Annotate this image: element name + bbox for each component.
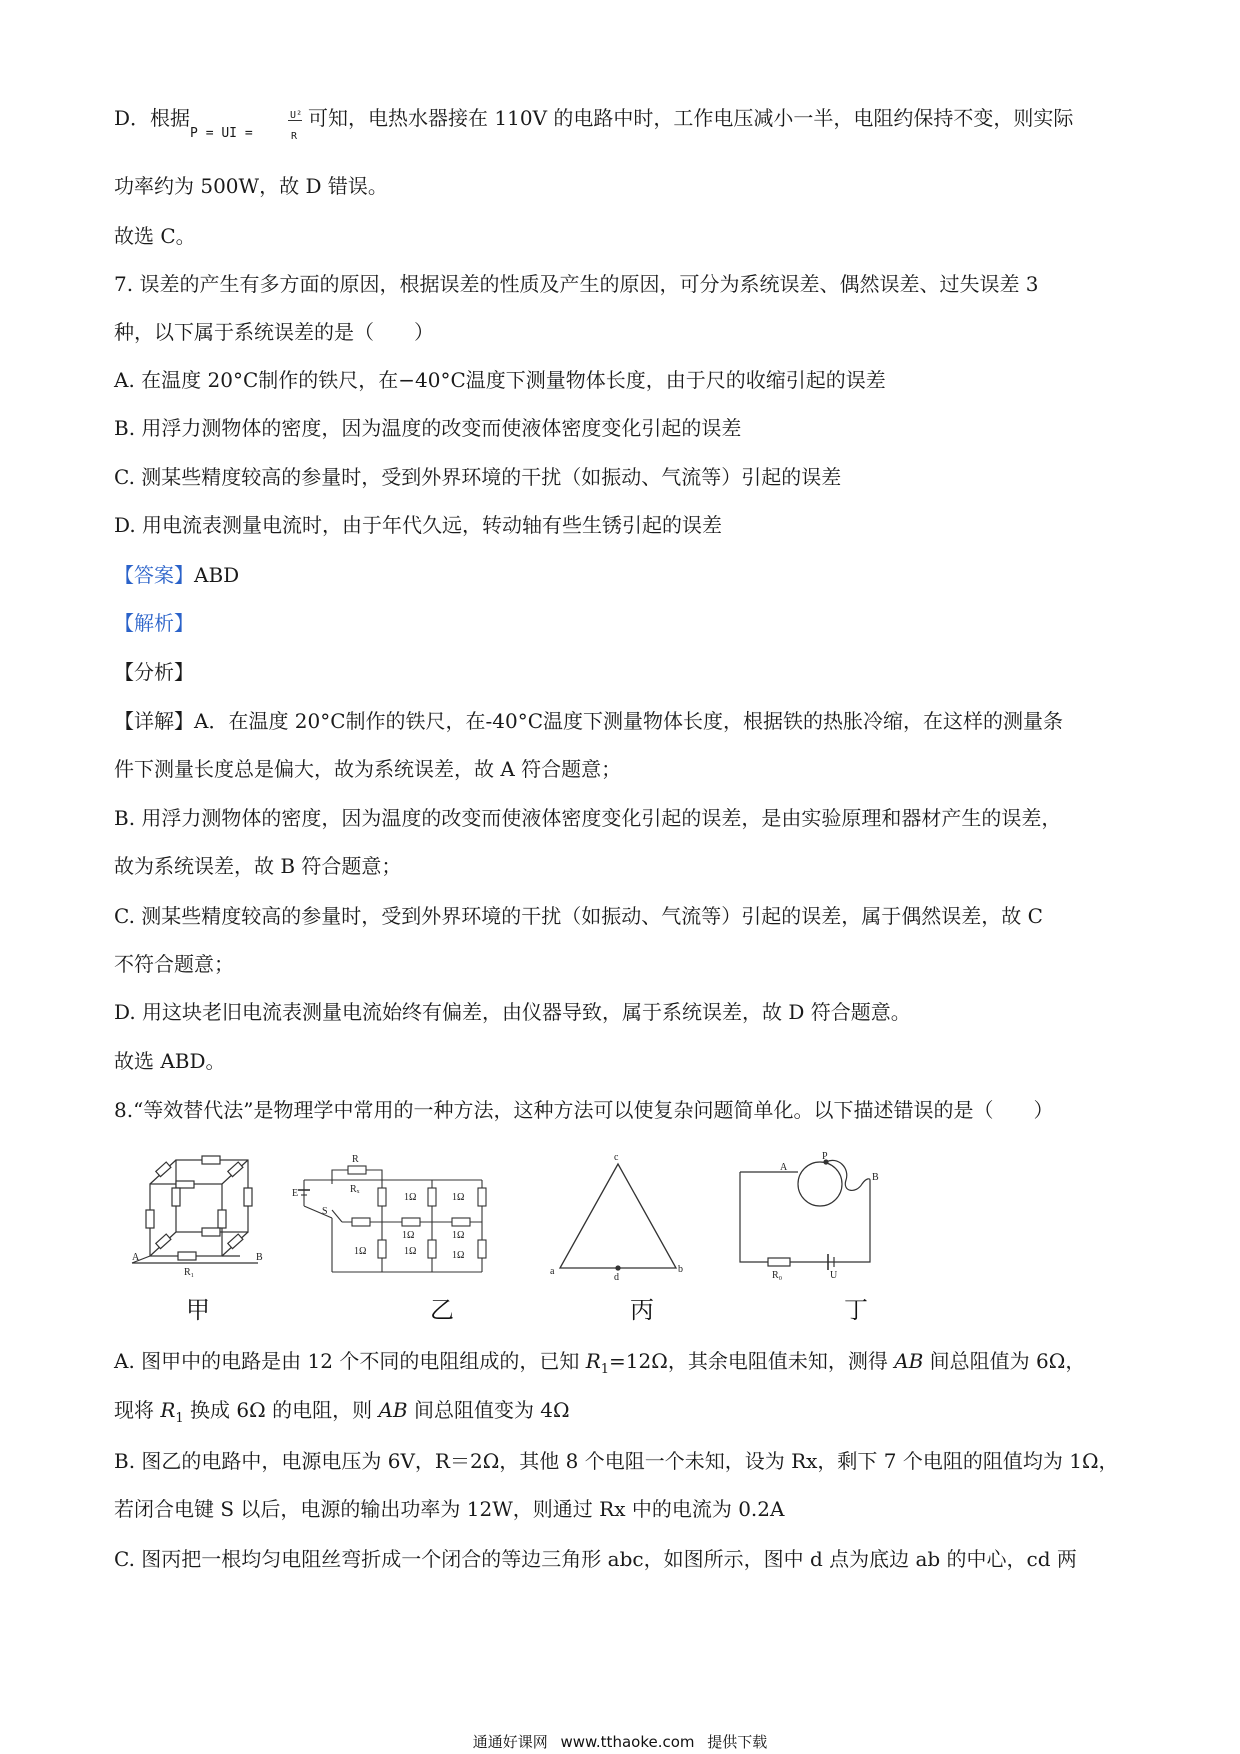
label-A: A: [780, 1162, 788, 1173]
label-E: E: [292, 1188, 299, 1199]
footer-site: 通通好课网: [472, 1733, 548, 1751]
q7-answer: [114, 561, 1130, 589]
label-R: R: [352, 1154, 359, 1165]
q8-option-b-line1: B. 图乙的电路中，电源电压为 6V，R＝2Ω，其他 8 个电阻一个未知，设为 Rx，剩下 7 个电阻的阻值均为 1Ω，: [114, 1449, 1119, 1473]
label-d: d: [614, 1272, 619, 1280]
q7-analysis-tag: 【解析】: [114, 611, 194, 635]
q8-option-c-line1: C. 图丙把一根均匀电阻丝弯折成一个闭合的等边三角形 abc，如图所示，图中 d 点为底边 ab 的中心，cd 两: [114, 1547, 1077, 1571]
q7-detail-c1: C. 测某些精度较高的参量时，受到外界环境的干扰（如振动、气流等）引起的误差，属于偶然误差，故 C: [114, 904, 1043, 928]
detail-tag: 【详解】: [114, 709, 194, 733]
q8-option-b-line2: 若闭合电键 S 以后，电源的输出功率为 12W，则通过 Rx 中的电流为 0.2A: [114, 1497, 785, 1521]
q7-fenxi-tag: 【分析】: [114, 660, 194, 684]
q7-stem-line1: 7. 误差的产生有多方面的原因，根据误差的性质及产生的原因，可分为系统误差、偶然误差、过失误差 3: [114, 272, 1039, 296]
label-P: P: [822, 1151, 828, 1162]
q7-stem-line2: 种，以下属于系统误差的是（ ）: [114, 320, 434, 344]
label-S: S: [322, 1206, 328, 1217]
label-R0: R₀: [772, 1270, 783, 1280]
label-c: c: [614, 1152, 619, 1163]
q7-detail-b1: B. 用浮力测物体的密度，因为温度的改变而使液体密度变化引起的误差，是由实验原理和器材产生的误差，: [114, 806, 1062, 830]
q7-option-b: B. 用浮力测物体的密度，因为温度的改变而使液体密度变化引起的误差: [114, 416, 742, 440]
svg-text:1Ω: 1Ω: [452, 1192, 465, 1203]
q7-detail-a2: 件下测量长度总是偏大，故为系统误差，故 A 符合题意；: [114, 757, 622, 781]
label-U: U: [830, 1270, 838, 1280]
figure-label-bing: 丙: [630, 1296, 654, 1324]
figure-label-yi: 乙: [430, 1296, 454, 1324]
figure-label-jia: 甲: [186, 1296, 210, 1324]
q8-option-a-line1: A. 图甲中的电路是由 12 个不同的电阻组成的，已知 $R_1=12\Omega$，其余电阻值未知，测得 AB 间总阻值为 6Ω，: [114, 1349, 1086, 1377]
label-R1: R₁: [184, 1267, 195, 1278]
q8-stem: 8.“等效替代法”是物理学中常用的一种方法，这种方法可以使复杂问题简单化。以下描述错误的是（ ）: [114, 1098, 1054, 1122]
figure-bing-triangle: [548, 1150, 688, 1280]
solution-d-suffix: 可知，电热水器接在 110V 的电路中时，工作电压减小一半，电阻约保持不变，则实际: [308, 106, 1074, 130]
label-a: a: [550, 1266, 555, 1277]
answer-value: ABD: [194, 563, 240, 587]
solution-d-prefix: D．根据: [114, 106, 191, 130]
label-A: A: [132, 1252, 140, 1263]
q7-option-d: D. 用电流表测量电流时，由于年代久远，转动轴有些生锈引起的误差: [114, 513, 723, 537]
power-formula: P = UI = U² R: [190, 109, 303, 142]
footer-url[interactable]: www.tthaoke.com: [560, 1733, 695, 1751]
svg-text:1Ω: 1Ω: [404, 1246, 417, 1257]
choose-c: 故选 C。: [114, 224, 196, 248]
label-Rx: Rₓ: [350, 1184, 360, 1195]
q7-choose: 故选 ABD。: [114, 1049, 226, 1073]
svg-text:1Ω: 1Ω: [354, 1246, 367, 1257]
page-footer: [0, 1731, 1240, 1752]
figure-ding-ring-circuit: [738, 1150, 884, 1280]
svg-text:1Ω: 1Ω: [452, 1250, 465, 1261]
q7-detail-a1: 【详解】A．在温度 20°C制作的铁尺，在-40°C温度下测量物体长度，根据铁的热胀冷缩，在这样的测量条: [114, 709, 1064, 733]
answer-tag: 【答案】: [114, 563, 194, 587]
figure-label-ding: 丁: [844, 1296, 868, 1324]
svg-text:1Ω: 1Ω: [404, 1192, 417, 1203]
figure-yi-resistor-network: [292, 1150, 492, 1280]
q7-option-a: A. 在温度 20°C制作的铁尺，在−40°C温度下测量物体长度，由于尺的收缩引起的误差: [114, 368, 886, 392]
figure-jia-cube-circuit: [128, 1148, 278, 1278]
solution-d-line2: 功率约为 500W，故 D 错误。: [114, 174, 388, 198]
q8-option-a-line2: 现将 $R_1$ 换成 6Ω 的电阻，则 AB 间总阻值变为 4Ω: [114, 1398, 570, 1426]
q7-detail-b2: 故为系统误差，故 B 符合题意；: [114, 854, 402, 878]
solution-d-line: [114, 104, 1130, 142]
q7-detail-d: D. 用这块老旧电流表测量电流始终有偏差，由仪器导致，属于系统误差，故 D 符合题意。: [114, 1000, 911, 1024]
q7-detail-c2: 不符合题意；: [114, 952, 234, 976]
svg-text:1Ω: 1Ω: [452, 1230, 465, 1241]
svg-text:1Ω: 1Ω: [402, 1230, 415, 1241]
label-B: B: [872, 1172, 879, 1183]
label-B: B: [256, 1252, 263, 1263]
label-b: b: [678, 1264, 683, 1275]
footer-suffix: 提供下载: [707, 1733, 768, 1751]
q7-option-c: C. 测某些精度较高的参量时，受到外界环境的干扰（如振动、气流等）引起的误差: [114, 465, 842, 489]
